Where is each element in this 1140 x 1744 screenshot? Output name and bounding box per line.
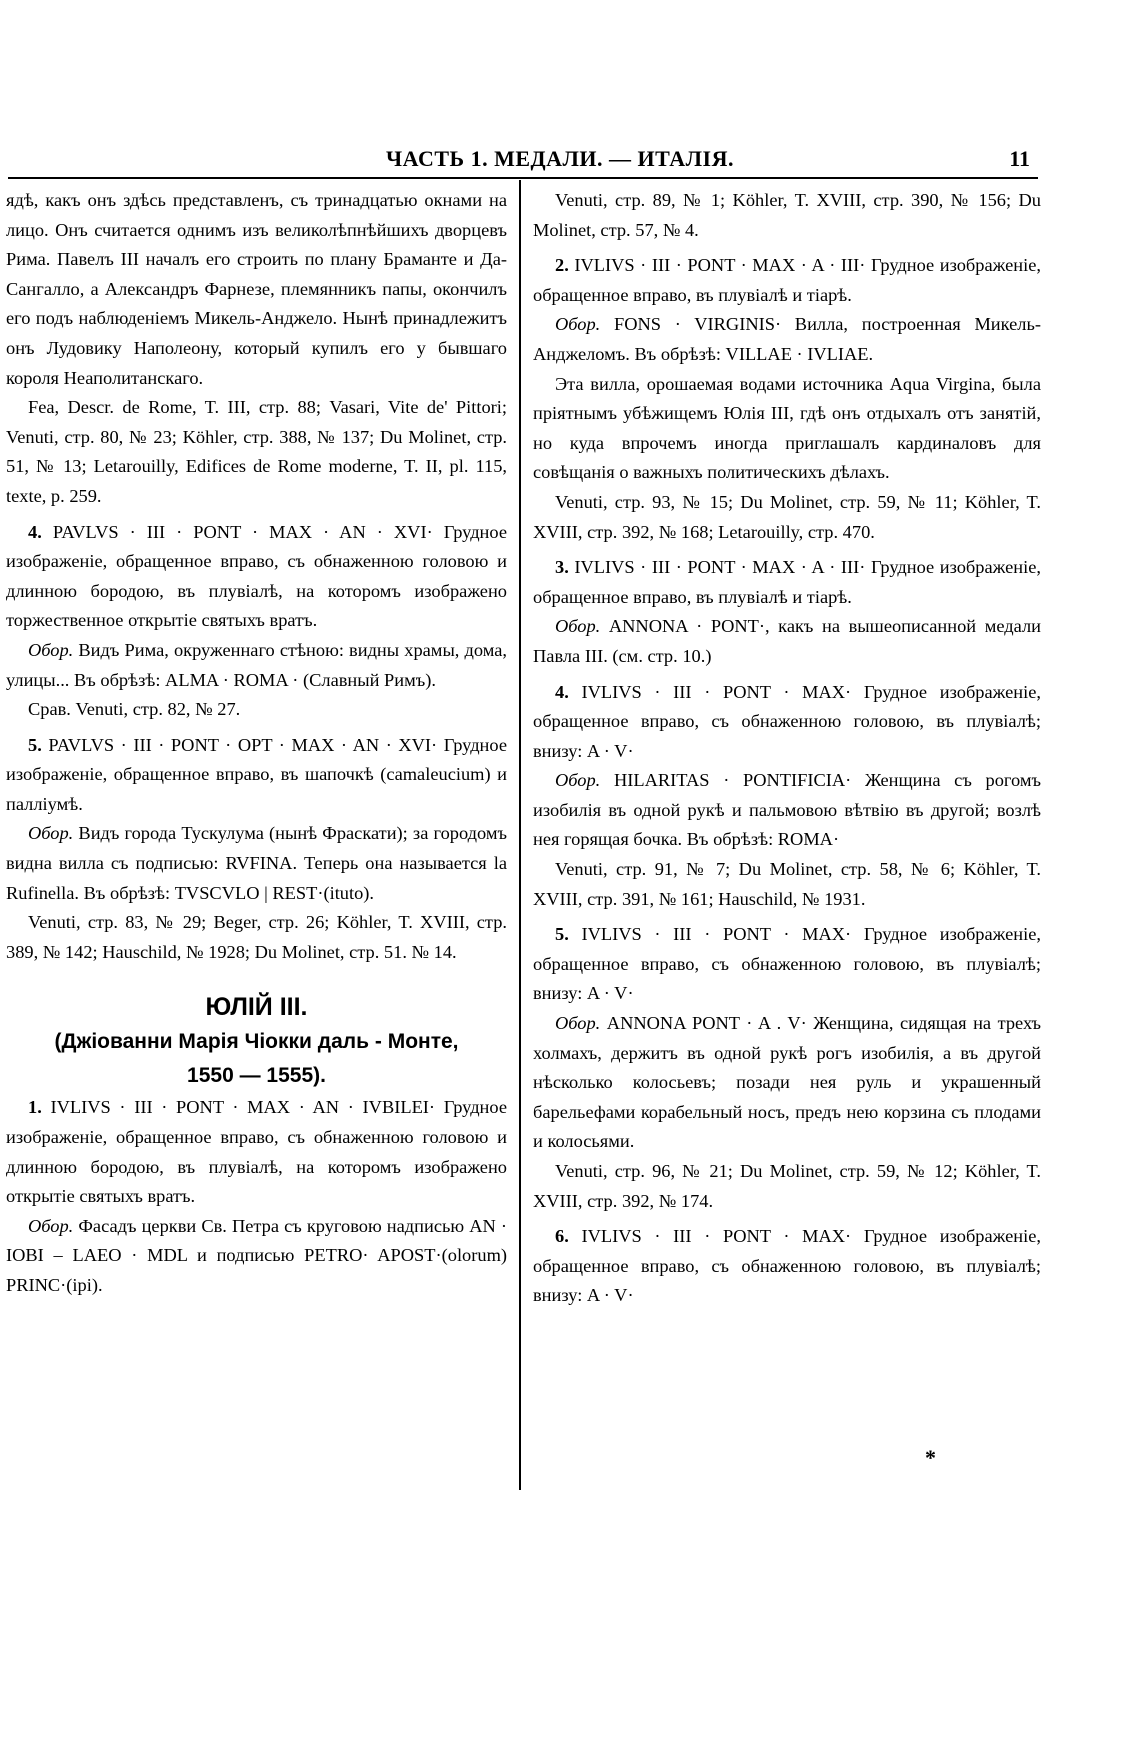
reverse-text: Видъ Рима, окруженнаго стѣною: видны храмы, дома, улицы... Въ обрѣзѣ: ALMA · ROMA · (Славный Римъ). <box>6 639 507 690</box>
note-paragraph: Эта вилла, орошаемая водами источника Aqua Virgina, была пріятнымъ убѣжищемъ Юлія III, гдѣ онъ отдыхалъ отъ занятій, но куда впрочемъ иногда приглашалъ кардиналовъ для совѣщанія о важныхъ политическихъ дѣлахъ. <box>533 373 1041 483</box>
medal-description: Грудное изображеніе, обращенное вправо, съ обнаженною головою и длинною бородою, въ плувіалѣ, на которомъ изображено торжественное открытіе святыхъ вратъ. <box>6 521 507 631</box>
reference-paragraph <box>6 393 507 511</box>
reference-text: Venuti, стр. 96, № 21; Du Molinet, стр. 59, № 12; Köhler, T. XVIII, стр. 392, № 174. <box>533 1161 1041 1211</box>
medal-entry-j4 <box>533 678 1041 767</box>
reverse-description <box>6 636 507 695</box>
right-column <box>533 186 1041 1311</box>
medal-description: Грудное изображеніе, обращенное вправо, въ плувіалѣ и тіарѣ. <box>533 255 1041 305</box>
medal-description: Грудное изображеніе, обращенное вправо, съ обнаженною головою, въ плувіалѣ; внизу: A · V· <box>533 924 1041 1004</box>
medal-number: 3. <box>555 557 569 578</box>
reference-paragraph <box>6 908 507 967</box>
section-years: 1550 — 1555). <box>187 1064 326 1088</box>
reverse-label: Обор. <box>555 770 601 791</box>
section-title: ЮЛІЙ III. <box>205 993 308 1022</box>
medal-entry-j3 <box>533 553 1041 612</box>
running-header <box>0 146 1140 174</box>
medal-legend: IVLIVS · III · PONT · MAX· <box>581 924 852 945</box>
medal-entry-4 <box>6 518 507 636</box>
medal-entry-j5 <box>533 920 1041 1009</box>
reference-text: Venuti, стр. 83, № 29; Beger, стр. 26; Köhler, T. XVIII, стр. 389, № 142; Hauschild, № 1928; Du Molinet, стр. 51. № 14. <box>6 912 507 962</box>
reverse-text: HILARITAS · PONTIFICIA· Женщина съ рогомъ изобилія въ одной рукѣ и пальмовою вѣтвію въ другой; возлѣ нея горящая бочка. Въ обрѣзѣ: ROMA· <box>533 770 1041 850</box>
left-column <box>6 186 507 1301</box>
reference-paragraph <box>533 488 1041 547</box>
medal-number: 5. <box>28 734 42 755</box>
reverse-description <box>533 766 1041 855</box>
reverse-text: ANNONA · PONT·, какъ на вышеописанной медали Павла III. (см. стр. 10.) <box>533 616 1041 666</box>
reverse-label: Обор. <box>555 1013 601 1034</box>
section-subtitle: (Джіованни Марія Чіокки даль - Монте, <box>54 1030 459 1054</box>
reference-paragraph <box>6 695 507 725</box>
medal-number: 2. <box>555 255 569 276</box>
section-heading <box>6 989 507 1093</box>
reverse-description <box>6 819 507 908</box>
medal-number: 1. <box>28 1097 42 1118</box>
reverse-label: Обор. <box>28 639 74 660</box>
reverse-label: Обор. <box>555 314 601 335</box>
reference-text: Venuti, стр. 93, № 15; Du Molinet, стр. 59, № 11; Köhler, T. XVIII, стр. 392, № 168; Letarouilly, стр. 470. <box>533 491 1041 542</box>
medal-description: Грудное изображеніе, обращенное вправо, съ обнаженною головою, въ плувіалѣ; внизу: A · V· <box>533 1226 1041 1306</box>
reverse-text: ANNONA PONT · A . V· Женщина, сидящая на трехъ холмахъ, держитъ въ одной рукѣ рогъ изобилія, а въ другой нѣсколько колосьевъ; позади нея руль и украшенный барельефами корабельный носъ, предъ нею корзина съ плодами и колосьями. <box>533 1013 1041 1152</box>
paragraph-palace: ядѣ, какъ онъ здѣсь представленъ, съ тринадцатью окнами на лицо. Онъ считается однимъ изъ великолѣпнѣйшихъ дворцевъ Рима. Павелъ III началъ его строить по плану Браманте и Да-Сангалло, а Александръ Фарнезе, племянникъ папы, окончилъ его подъ наблюденіемъ Микель-Анджело. Нынѣ принадлежитъ онъ Лудовику Наполеону, который купилъ его у бывшаго короля Неаполитанскаго. <box>6 190 507 388</box>
column-divider <box>519 180 521 1490</box>
medal-legend: PAVLVS · III · PONT · OPT · MAX · AN · XVI· <box>48 734 438 755</box>
medal-legend: IVLIVS · III · PONT · MAX· <box>581 1226 852 1247</box>
reverse-description <box>533 310 1041 369</box>
medal-legend: IVLIVS · III · PONT · MAX · AN · IVBILEI· <box>50 1097 436 1118</box>
medal-number: 6. <box>555 1226 569 1247</box>
medal-description: Грудное изображеніе, обращенное вправо, въ шапочкѣ (camaleucium) и палліумѣ. <box>6 734 507 814</box>
reverse-label: Обор. <box>28 1215 74 1236</box>
reverse-description <box>533 612 1041 671</box>
medal-entry-j2 <box>533 251 1041 310</box>
reverse-text: Видъ города Тускулума (нынѣ Фраскати); за городомъ видна вилла съ подписью: RVFINA. Теперь она называется la Rufinella. Въ обрѣзѣ: TVSCVLO | REST·(ituto). <box>6 823 507 903</box>
reference-paragraph <box>533 855 1041 914</box>
medal-legend: PAVLVS · III · PONT · MAX · AN · XVI· <box>52 521 433 542</box>
medal-entry-j1 <box>6 1093 507 1211</box>
reverse-description <box>6 1212 507 1301</box>
page-number: 11 <box>1009 146 1030 171</box>
reference-text: Срав. Venuti, стр. 82, № 27. <box>28 699 241 720</box>
medal-description: Грудное изображеніе, обращенное вправо, въ плувіалѣ и тіарѣ. <box>533 557 1041 607</box>
reference-text: Fea, Descr. de Rome, T. III, стр. 88; Vasari, Vite de' Pittori; Venuti, стр. 80, № 23; Köhler, стр. 388, № 137; Du Molinet, стр. 51, № 13; Letarouilly, Edifices de Rome moderne, T. II, pl. 115, texte, p. 259. <box>6 397 507 506</box>
medal-number: 5. <box>555 924 569 945</box>
reverse-label: Обор. <box>555 616 601 637</box>
reference-text: Venuti, стр. 91, № 7; Du Molinet, стр. 58, № 6; Köhler, T. XVIII, стр. 391, № 161; Hauschild, № 1931. <box>533 859 1041 909</box>
reverse-text: Фасадъ церкви Св. Петра съ круговою надписью AN · IOBI – LAEO · MDL и подписью PETRO· APOST·(olorum) PRINC·(ipi). <box>6 1215 507 1295</box>
reference-paragraph <box>533 186 1041 245</box>
medal-description: Грудное изображеніе, обращенное вправо, съ обнаженною головою, въ плувіалѣ; внизу: A · V· <box>533 681 1041 761</box>
header-rule <box>8 177 1038 179</box>
end-mark: * <box>925 1445 936 1470</box>
medal-entry-j6 <box>533 1222 1041 1311</box>
header-title: ЧАСТЬ 1. МЕДАЛИ. — ИТАЛІЯ. <box>386 146 734 171</box>
medal-entry-5 <box>6 731 507 820</box>
reverse-description <box>533 1009 1041 1157</box>
reference-paragraph <box>533 1157 1041 1216</box>
reverse-label: Обор. <box>28 823 74 844</box>
medal-description: Грудное изображеніе, обращенное вправо, съ обнаженною головою и длинною бородою, въ плувіалѣ, на которомъ изображено открытіе святыхъ вратъ. <box>6 1097 507 1207</box>
medal-number: 4. <box>28 521 42 542</box>
medal-legend: IVLIVS · III · PONT · MAX · A · III· <box>574 255 866 276</box>
reference-text: Venuti, стр. 89, № 1; Köhler, T. XVIII, стр. 390, № 156; Du Molinet, стр. 57, № 4. <box>533 190 1041 240</box>
medal-legend: IVLIVS · III · PONT · MAX · A · III· <box>574 557 866 578</box>
reverse-text: FONS · VIRGINIS· Вилла, построенная Микель-Анджеломъ. Въ обрѣзѣ: VILLAE · IVLIAE. <box>533 314 1041 364</box>
medal-legend: IVLIVS · III · PONT · MAX· <box>581 681 852 702</box>
medal-number: 4. <box>555 681 569 702</box>
